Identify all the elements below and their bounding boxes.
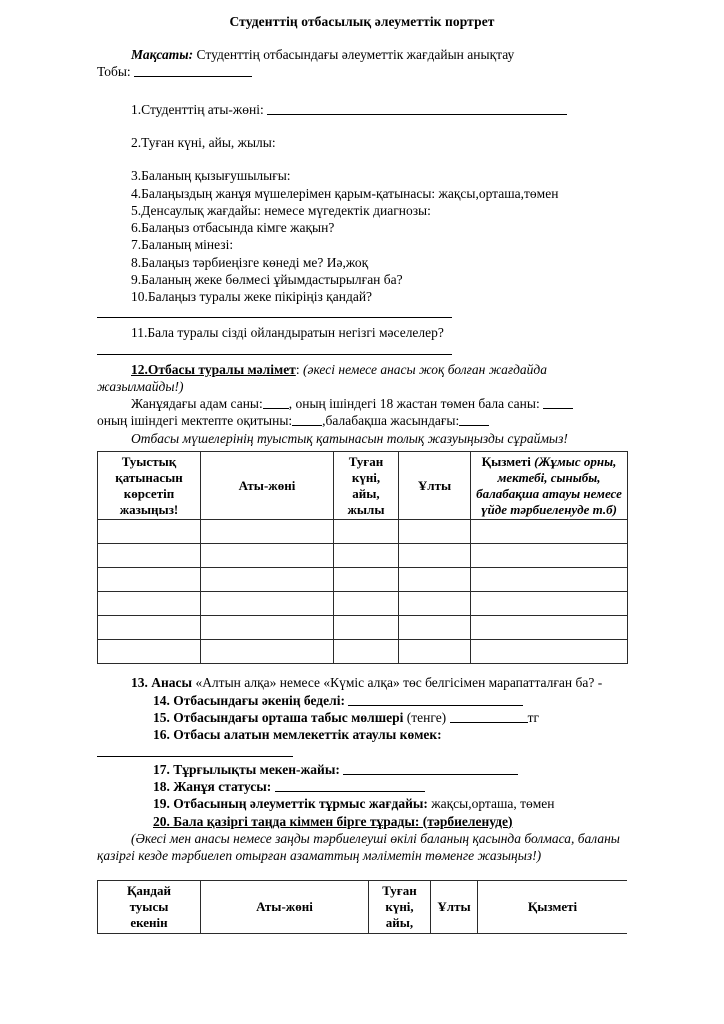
table-2-header-fullname: Аты-жөні	[201, 881, 369, 934]
table-1-cell-nationality[interactable]	[399, 616, 471, 640]
question-1-blank-field[interactable]	[267, 101, 567, 114]
question-11	[97, 324, 627, 341]
question-3-text: Баланың қызығушылығы:	[141, 168, 291, 184]
family-members-table	[97, 451, 628, 664]
question-13-subject: . Анасы	[144, 675, 193, 691]
table-1-header-occupation-note: (Жұмыс орны, мектебі, сыныбы, балабақша атауы немесе үйде тәрбиеленуде т.б)	[476, 453, 622, 517]
table-1-cell-fullname[interactable]	[201, 592, 334, 616]
question-6	[97, 219, 627, 236]
question-9-number: 9.	[131, 271, 142, 287]
question-5	[97, 202, 627, 219]
question-2-number: 2.	[131, 134, 142, 150]
question-3	[97, 167, 627, 184]
table-1-header-fullname: Аты-жөні	[201, 451, 334, 519]
table-2-header-relation	[98, 881, 201, 934]
table-2-header-birthdate	[369, 881, 431, 934]
table-1-header-birthdate-line2: күні,	[351, 469, 381, 485]
table-1-instruction: Отбасы мүшелерінің туыстық қатынасын толық жазуыңызды сұраймыз!	[131, 430, 568, 446]
question-4-number: 4.	[131, 185, 142, 201]
divider-rule-2	[97, 354, 452, 355]
question-17-text: Тұрғылықты мекен-жайы:	[169, 761, 340, 777]
question-14	[97, 692, 627, 709]
table-1-cell-occupation[interactable]	[471, 592, 628, 616]
table-row[interactable]	[98, 640, 628, 664]
table-1-header-relation-line1: Туыстық	[121, 453, 177, 469]
table-1-cell-nationality[interactable]	[399, 544, 471, 568]
table-1-header-birthdate	[334, 451, 399, 519]
question-18-number: 18.	[153, 779, 170, 794]
question-4-text: Балаңыздың жанұя мүшелерімен қарым-қатынасы: жақсы,орташа,төмен	[141, 185, 559, 201]
question-6-text: Балаңыз отбасында кімге жақын?	[141, 220, 335, 236]
table-2-header-birthdate-line1: Туған	[382, 883, 417, 899]
table-2-header-relation-line1: Қандай	[127, 883, 171, 899]
question-11-text: Бала туралы сізді ойландыратын негізгі мәселелер?	[147, 325, 444, 341]
question-20-text: Бала қазіргі таңда кіммен бірге тұрады: (тәрбиеленуде)	[169, 813, 513, 829]
question-17-blank-field[interactable]	[343, 761, 518, 774]
question-5-text: Денсаулық жағдайы: немесе мүгедектік диагнозы:	[141, 202, 431, 218]
question-16-number: 16.	[153, 727, 170, 743]
question-15	[97, 709, 627, 726]
question-15-currency-note: (тенге)	[403, 709, 447, 725]
purpose-line	[97, 46, 627, 63]
section-12-heading-line	[97, 361, 627, 396]
question-7-number: 7.	[131, 237, 142, 253]
table-1-cell-birthdate[interactable]	[334, 568, 399, 592]
question-13-number: 13	[131, 675, 145, 691]
table-1-header-birthdate-line4: жылы	[347, 501, 385, 517]
question-1-text: Студенттің аты-жөні:	[141, 101, 264, 117]
table-1-header-relation-line3: көрсетіп	[123, 485, 175, 501]
table-1-cell-birthdate[interactable]	[334, 592, 399, 616]
question-8-number: 8.	[131, 254, 142, 270]
family-count-label-b: , оның ішіндегі 18 жастан төмен бала саны:	[288, 396, 540, 412]
table-2-header-birthdate-line3: айы,	[385, 915, 414, 931]
group-label: Тобы:	[97, 64, 131, 80]
section-12-colon: :	[295, 361, 300, 377]
table-1-header-relation	[98, 451, 201, 519]
table-1-cell-relation[interactable]	[98, 544, 201, 568]
question-19-options: жақсы,орташа, төмен	[427, 796, 555, 812]
table-1-cell-nationality[interactable]	[399, 640, 471, 664]
table-1-cell-birthdate[interactable]	[334, 616, 399, 640]
question-1-number: 1.	[131, 101, 142, 117]
family-count-label-a: Жанұядағы адам саны:	[131, 396, 263, 412]
question-16-blank-field[interactable]	[97, 744, 293, 757]
question-15-text: Отбасындағы орташа табыс мөлшері	[169, 709, 404, 725]
table-1-cell-relation[interactable]	[98, 640, 201, 664]
family-count-line-2	[97, 412, 627, 429]
guardian-table	[97, 880, 627, 934]
question-17	[97, 761, 627, 778]
question-13	[97, 674, 627, 691]
purpose-text: Студенттің отбасындағы әлеуметтік жағдайын анықтау	[196, 47, 515, 63]
question-2	[97, 134, 627, 151]
table-1-cell-fullname[interactable]	[201, 544, 334, 568]
table-1-cell-occupation[interactable]	[471, 640, 628, 664]
table-1-cell-birthdate[interactable]	[334, 520, 399, 544]
family-count-blank-kindergarten[interactable]	[459, 413, 489, 426]
question-15-blank-field[interactable]	[450, 710, 528, 723]
table-1-header-nationality: Ұлты	[399, 451, 471, 519]
table-1-cell-relation[interactable]	[98, 568, 201, 592]
question-16	[97, 726, 627, 761]
question-18-text: Жанұя статусы:	[169, 779, 272, 794]
question-14-blank-field[interactable]	[348, 692, 523, 705]
family-count-line-1	[97, 395, 627, 412]
question-18	[97, 778, 627, 795]
purpose-label: Мақсаты:	[131, 47, 194, 63]
table-1-cell-nationality[interactable]	[399, 568, 471, 592]
table-1-header-birthdate-line1: Туған	[348, 453, 384, 469]
table-row[interactable]	[98, 568, 628, 592]
table-1-cell-relation[interactable]	[98, 616, 201, 640]
table-1-cell-relation[interactable]	[98, 520, 201, 544]
table-1-cell-birthdate[interactable]	[334, 544, 399, 568]
question-1	[97, 101, 627, 118]
question-20-note: (Әкесі мен анасы немесе заңды тәрбиелеуші өкілі баланың қасында болмаса, баланы қазіргі кезде тәрбиелеп отырған азаматтың мәліметін төменге жазыңыз!)	[97, 830, 620, 864]
table-1-cell-fullname[interactable]	[201, 568, 334, 592]
table-1-header-relation-line2: қатынасын	[115, 469, 183, 485]
question-20	[97, 813, 627, 830]
question-6-number: 6.	[131, 220, 142, 236]
question-7	[97, 236, 627, 253]
section-12-heading: 12.Отбасы туралы мәлімет	[131, 361, 296, 377]
question-15-number: 15.	[153, 709, 170, 725]
table-row[interactable]	[98, 520, 628, 544]
table-1-cell-nationality[interactable]	[399, 520, 471, 544]
table-1-cell-fullname[interactable]	[201, 616, 334, 640]
table-1-cell-nationality[interactable]	[399, 592, 471, 616]
question-5-number: 5.	[131, 202, 142, 218]
table-2-header-birthdate-line2: күні,	[385, 899, 414, 915]
table-row[interactable]	[98, 616, 628, 640]
document-body	[97, 14, 627, 934]
table-1-body	[98, 520, 628, 664]
question-7-text: Баланың мінезі:	[141, 237, 234, 253]
table-1-header-occupation	[471, 451, 628, 519]
page-title: Студенттің отбасылық әлеуметтік портрет	[229, 14, 495, 29]
table-1-cell-occupation[interactable]	[471, 520, 628, 544]
question-14-text: Отбасындағы әкенің беделі:	[169, 692, 345, 708]
family-count-label-c: оның ішіндегі мектепте оқитыны:	[97, 413, 293, 429]
question-15-unit: тг	[527, 709, 539, 725]
table-1-cell-occupation[interactable]	[471, 616, 628, 640]
question-10-number: 10.	[131, 289, 148, 305]
table-2-header-relation-line2: туысы	[129, 899, 169, 915]
table-2-header-relation-line3: екенін	[130, 915, 168, 931]
question-11-number: 11.	[131, 325, 148, 341]
table-1-cell-relation[interactable]	[98, 592, 201, 616]
question-2-text: Туған күні, айы, жылы:	[141, 134, 276, 150]
table-row[interactable]	[98, 592, 628, 616]
table-1-cell-birthdate[interactable]	[334, 640, 399, 664]
question-20-number: 20.	[153, 813, 170, 829]
table-1-header-birthdate-line3: айы,	[352, 485, 380, 501]
question-9	[97, 271, 627, 288]
question-8-text: Балаңыз тәрбиеңізге көнеді ме? Иә,жоқ	[141, 254, 369, 270]
table-1-header-row	[98, 451, 628, 519]
table-2-header-occupation: Қызметі	[478, 881, 628, 934]
family-count-blank-minors[interactable]	[543, 396, 573, 409]
table-2-header-nationality: Ұлты	[431, 881, 478, 934]
family-count-label-d: ,балабақша жасындағы:	[322, 413, 460, 429]
group-line	[97, 63, 627, 80]
question-14-number: 14.	[153, 692, 170, 708]
family-count-blank-total[interactable]	[263, 396, 289, 409]
question-9-text: Баланың жеке бөлмесі ұйымдастырылған ба?	[141, 271, 403, 287]
section-12-note: (әкесі немесе анасы жоқ болған жағдайда жазылмайды!)	[97, 361, 548, 394]
question-4	[97, 185, 627, 202]
question-13-text: «Алтын алқа» немесе «Күміс алқа» төс белгісімен марапатталған ба? -	[192, 675, 603, 691]
question-19	[97, 795, 627, 812]
group-blank-field[interactable]	[134, 64, 252, 77]
question-16-text: Отбасы алатын мемлекеттік атаулы көмек:	[169, 727, 442, 743]
table-row[interactable]	[98, 544, 628, 568]
question-19-text: Отбасының әлеуметтік тұрмыс жағдайы:	[169, 796, 428, 812]
question-3-number: 3.	[131, 168, 142, 184]
table-2-header-row	[98, 881, 628, 934]
table-1-cell-fullname[interactable]	[201, 640, 334, 664]
table-1-header-relation-line4: жазыңыз!	[119, 501, 179, 517]
table-1-cell-fullname[interactable]	[201, 520, 334, 544]
guardian-table-wrapper	[97, 880, 627, 934]
table-1-cell-occupation[interactable]	[471, 568, 628, 592]
family-count-blank-school[interactable]	[292, 413, 322, 426]
table-1-header-occupation-lead: Қызметі	[481, 453, 535, 469]
question-8	[97, 254, 627, 271]
question-10	[97, 288, 627, 305]
question-17-number: 17.	[153, 761, 170, 777]
question-10-text: Балаңыз туралы жеке пікіріңіз қандай?	[147, 289, 373, 305]
question-19-number: 19.	[153, 796, 170, 812]
table-1-cell-occupation[interactable]	[471, 544, 628, 568]
question-18-blank-field[interactable]	[275, 779, 425, 792]
divider-rule-1	[97, 317, 452, 318]
